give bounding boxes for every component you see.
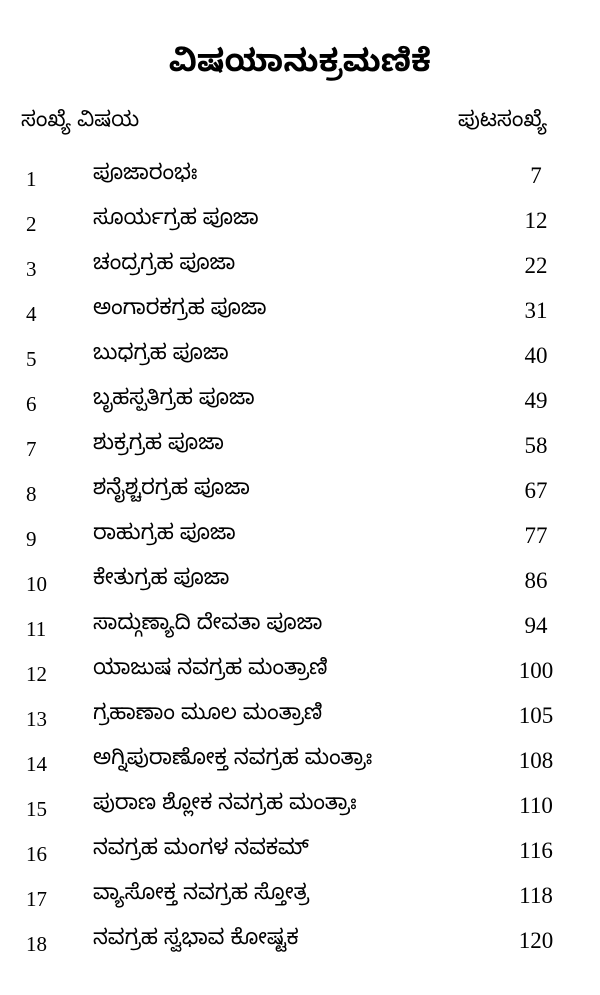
toc-entry-row[interactable]: [0, 343, 600, 388]
toc-entry-page-number: 40: [524, 343, 548, 368]
toc-entry-row[interactable]: [0, 748, 600, 793]
toc-entry-number: 18: [26, 932, 47, 956]
toc-entry-title: ಸಾದ್ಗುಣ್ಯಾದಿ ದೇವತಾ ಪೂಜಾ: [93, 613, 323, 641]
toc-entry-number: 13: [26, 707, 47, 731]
toc-entry-page-number: 22: [524, 253, 548, 278]
toc-entry-title: ನವಗ್ರಹ ಮಂಗಳ ನವಕಮ್: [93, 838, 309, 866]
toc-entry-number: 15: [26, 797, 47, 821]
toc-entry-row[interactable]: [0, 793, 600, 838]
toc-entry-page-number: 58: [524, 433, 548, 458]
toc-entry-number: 6: [26, 392, 37, 416]
toc-entry-title: ಅಗ್ನಿಪುರಾಣೋಕ್ತ ನವಗ್ರಹ ಮಂತ್ರಾಃ: [93, 748, 373, 776]
toc-entry-page-number: 77: [524, 523, 548, 548]
toc-entry-page-number: 12: [524, 208, 548, 233]
toc-entry-title: ಪುರಾಣ ಶ್ಲೋಕ ನವಗ್ರಹ ಮಂತ್ರಾಃ: [93, 793, 357, 821]
toc-entry-title: ಶುಕ್ರಗ್ರಹ ಪೂಜಾ: [93, 433, 224, 461]
toc-entry-row[interactable]: [0, 883, 600, 928]
toc-entry-row[interactable]: [0, 298, 600, 343]
toc-entry-title: ಶನೈಶ್ಚರಗ್ರಹ ಪೂಜಾ: [93, 478, 250, 506]
toc-entry-page-number: 110: [519, 793, 553, 818]
toc-entry-number: 4: [26, 302, 37, 326]
toc-entry-row[interactable]: [0, 568, 600, 613]
toc-entry-page-number: 116: [519, 838, 553, 863]
toc-entry-number: 9: [26, 527, 37, 551]
toc-entry-number: 11: [26, 617, 47, 641]
toc-entry-page-number: 86: [524, 568, 548, 593]
toc-entry-title: ರಾಹುಗ್ರಹ ಪೂಜಾ: [93, 523, 236, 551]
toc-entry-page-number: 105: [518, 703, 554, 728]
toc-entry-number: 5: [26, 347, 37, 371]
toc-entry-number: 8: [26, 482, 37, 506]
toc-entry-page-number: 7: [530, 163, 542, 188]
toc-entry-page-number: 120: [518, 928, 554, 953]
page-title: ವಿಷಯಾನುಕ್ರಮಣಿಕೆ: [168, 45, 432, 88]
toc-entry-title: ಸೂರ್ಯಗ್ರಹ ಪೂಜಾ: [93, 208, 259, 236]
toc-entry-row[interactable]: [0, 478, 600, 523]
toc-entry-title: ನವಗ್ರಹ ಸ್ವಭಾವ ಕೋಷ್ಟಕ: [93, 928, 299, 956]
toc-entry-row[interactable]: [0, 613, 600, 658]
toc-entry-list: [0, 163, 600, 973]
toc-entry-number: 2: [26, 212, 37, 236]
toc-entry-row[interactable]: [0, 838, 600, 883]
toc-entry-title: ಪೂಜಾರಂಭಃ: [93, 163, 198, 191]
toc-entry-number: 7: [26, 437, 37, 461]
column-header-number-subject: ಸಂಖ್ಯೆ ವಿಷಯ: [21, 110, 140, 138]
toc-entry-page-number: 100: [518, 658, 554, 683]
toc-entry-number: 16: [26, 842, 47, 866]
toc-entry-page-number: 118: [519, 883, 553, 908]
toc-entry-title: ಯಾಜುಷ ನವಗ್ರಹ ಮಂತ್ರಾಣಿ: [93, 658, 328, 686]
toc-entry-row[interactable]: [0, 433, 600, 478]
toc-entry-row[interactable]: [0, 703, 600, 748]
toc-entry-number: 1: [26, 167, 37, 191]
toc-entry-title: ಅಂಗಾರಕಗ್ರಹ ಪೂಜಾ: [93, 298, 267, 326]
toc-entry-title: ಚಂದ್ರಗ್ರಹ ಪೂಜಾ: [93, 253, 236, 281]
toc-entry-row[interactable]: [0, 523, 600, 568]
toc-entry-row[interactable]: [0, 388, 600, 433]
toc-column-headers: [0, 110, 600, 150]
toc-entry-row[interactable]: [0, 253, 600, 298]
toc-entry-row[interactable]: [0, 928, 600, 973]
toc-entry-page-number: 31: [524, 298, 548, 323]
toc-entry-title: ಕೇತುಗ್ರಹ ಪೂಜಾ: [93, 568, 230, 596]
toc-entry-row[interactable]: [0, 658, 600, 703]
toc-entry-title: ವ್ಯಾಸೋಕ್ತ ನವಗ್ರಹ ಸ್ತೋತ್ರ: [93, 883, 310, 911]
toc-entry-title: ಬೃಹಸ್ಪತಿಗ್ರಹ ಪೂಜಾ: [93, 388, 255, 416]
toc-entry-number: 3: [26, 257, 37, 281]
toc-entry-page-number: 94: [524, 613, 548, 638]
toc-entry-title: ಗ್ರಹಾಣಾಂ ಮೂಲ ಮಂತ್ರಾಣಿ: [93, 703, 323, 731]
toc-entry-row[interactable]: [0, 208, 600, 253]
column-header-page-number: ಪುಟಸಂಖ್ಯೆ: [457, 110, 548, 138]
toc-entry-page-number: 49: [524, 388, 548, 413]
toc-entry-title: ಬುಧಗ್ರಹ ಪೂಜಾ: [93, 343, 229, 371]
toc-entry-row[interactable]: [0, 163, 600, 208]
toc-entry-number: 12: [26, 662, 47, 686]
toc-entry-page-number: 108: [518, 748, 554, 773]
toc-entry-number: 17: [26, 887, 47, 911]
toc-entry-number: 14: [26, 752, 47, 776]
toc-entry-number: 10: [26, 572, 47, 596]
toc-entry-page-number: 67: [524, 478, 548, 503]
